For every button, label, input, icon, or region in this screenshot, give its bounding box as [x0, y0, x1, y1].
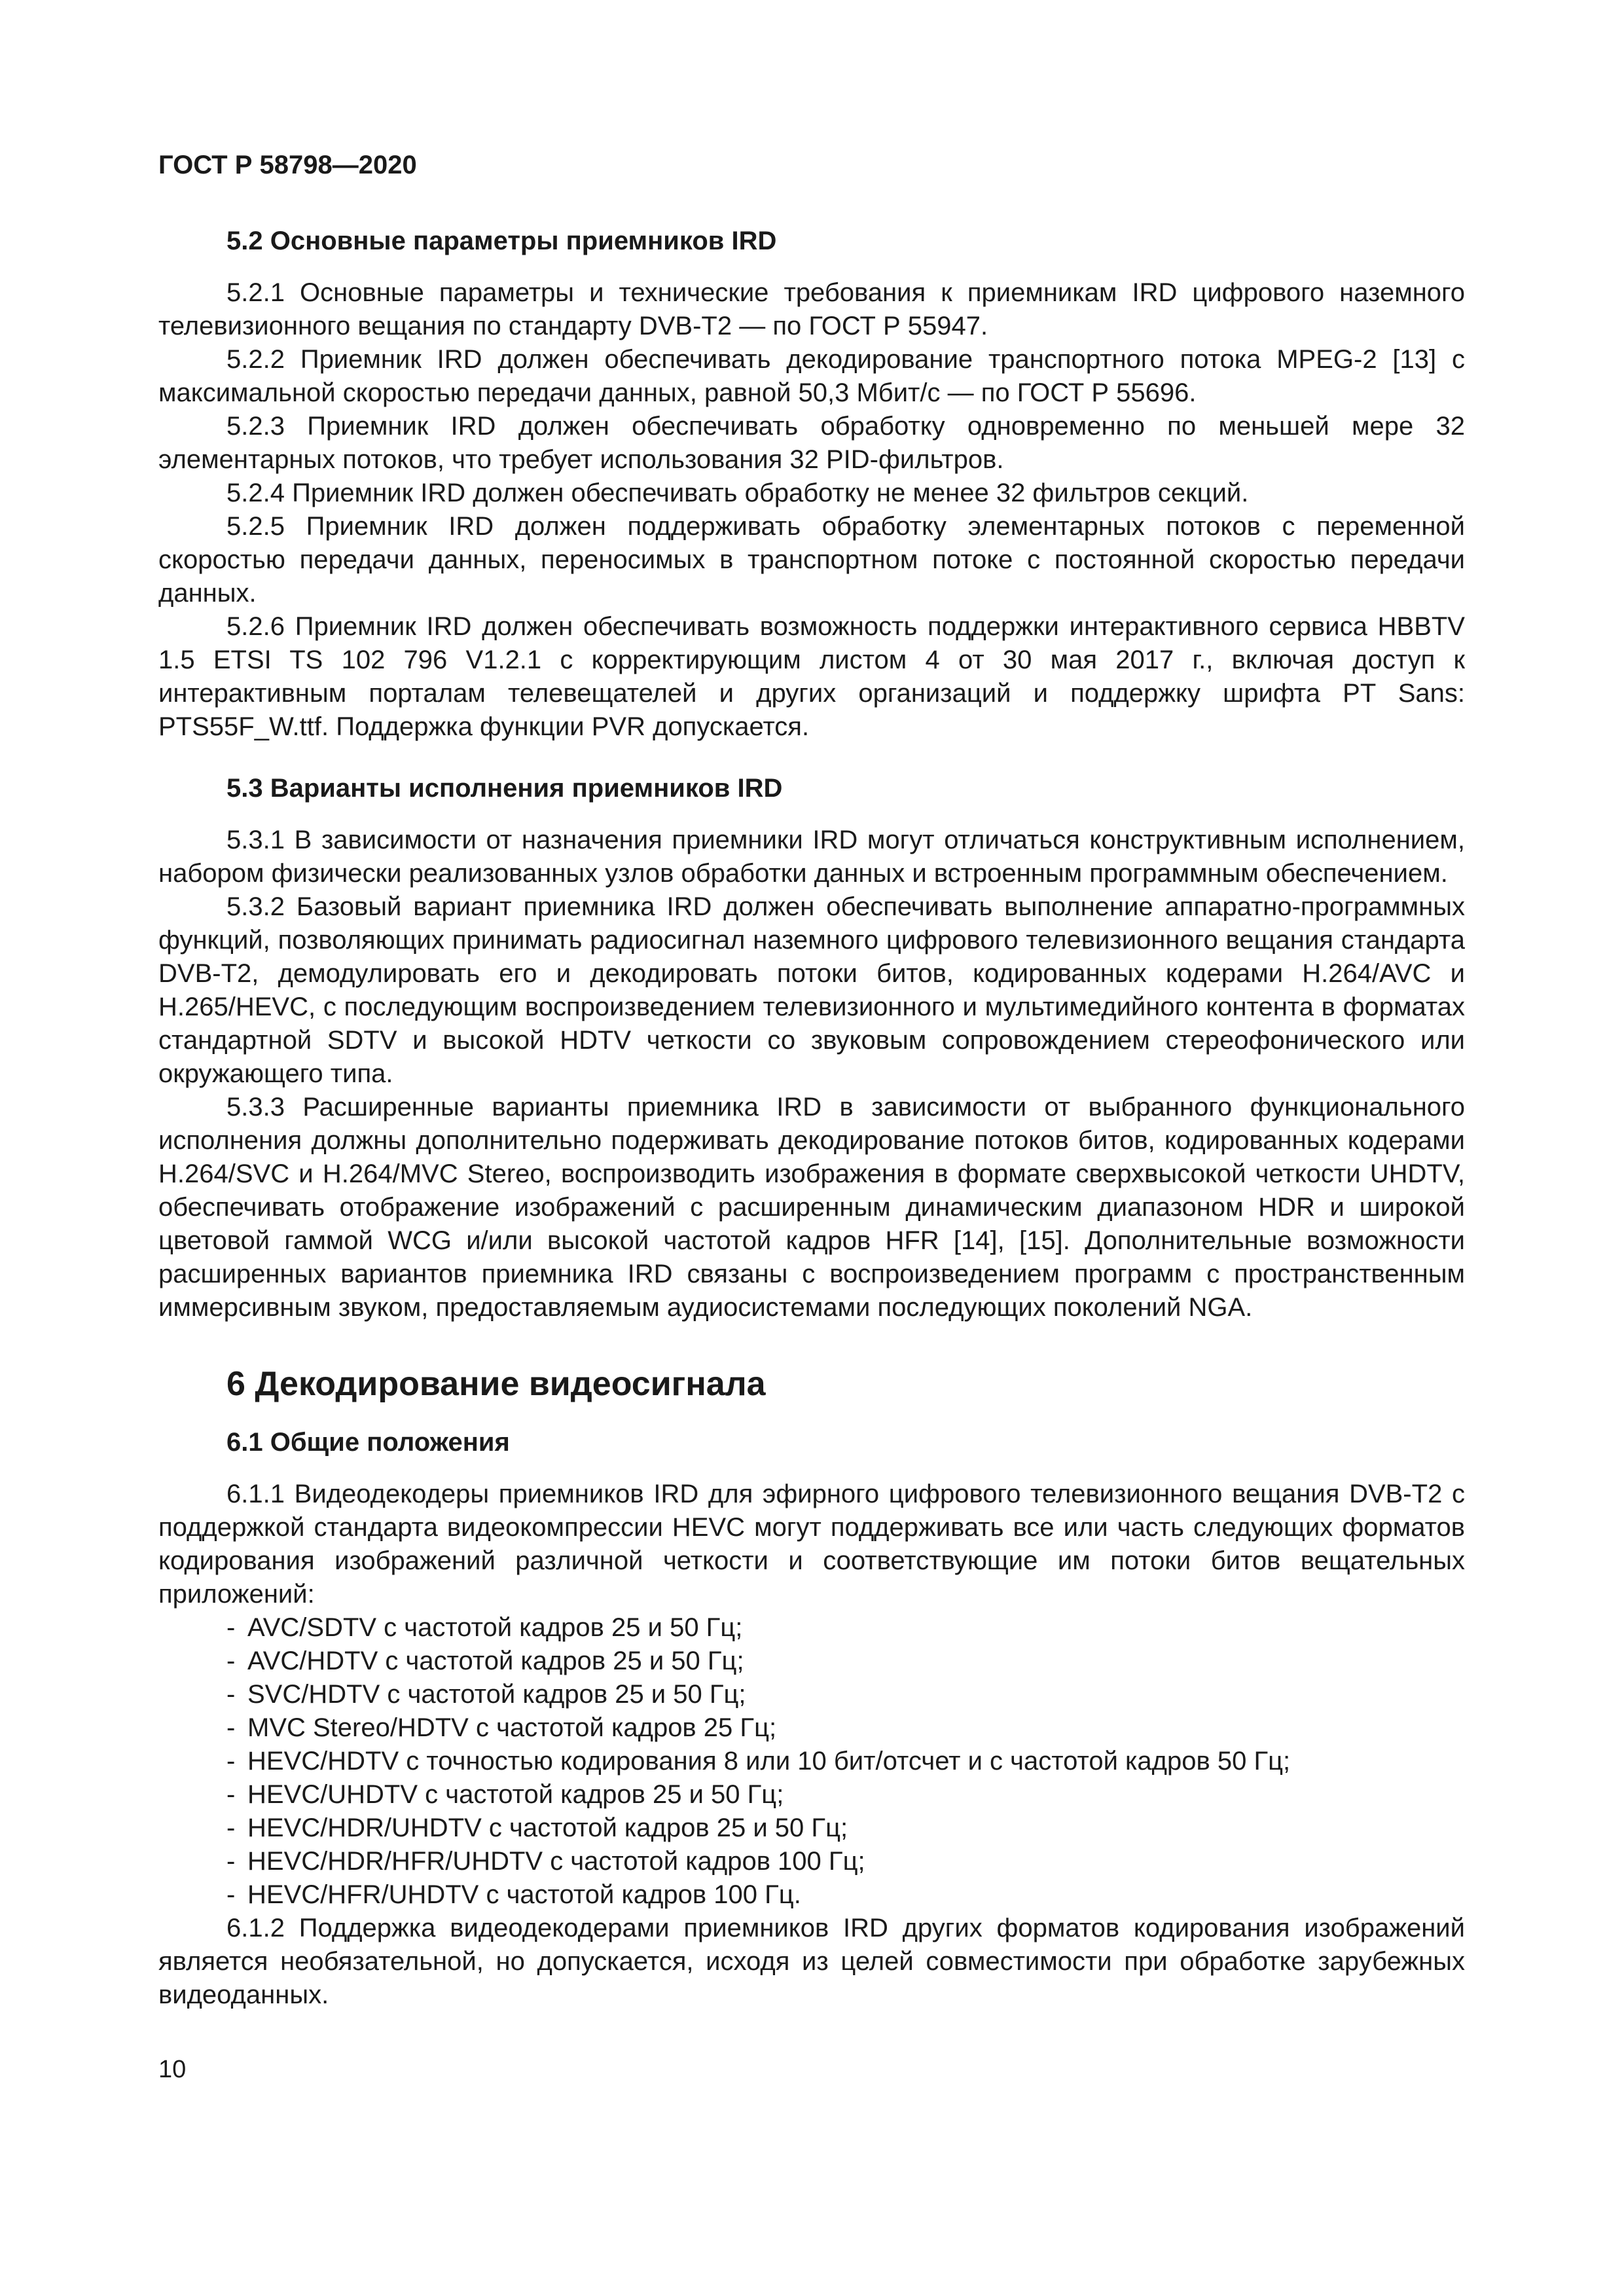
dash-marker: -	[226, 1813, 236, 1842]
paragraph-5-3-1: 5.3.1 В зависимости от назначения приемники IRD могут отличаться конструктивным исполнением, набором физически реализованных узлов обработки данных и встроенным программным обеспечением.	[158, 826, 1465, 888]
list-item-text: HEVC/HDR/UHDTV с частотой кадров 25 и 50 Гц;	[247, 1813, 848, 1842]
paragraph-5-3-2: 5.3.2 Базовый вариант приемника IRD должен обеспечивать выполнение аппаратно-программных функций, позволяющих принимать радиосигнал наземного цифрового телевизионного вещания стандарта DVB-T2, демодулировать его и декодировать потоки битов, кодированных кодерами H.264/AVC и H.265/HEVC, с последующим воспроизведением телевизионного и мультимедийного контента в форматах стандартной SDTV и высокой HDTV четкости со звуковым сопровождением стереофонического или окружающего типа.	[158, 892, 1465, 1088]
section-5-2-title: 5.2 Основные параметры приемников IRD	[226, 227, 777, 255]
paragraph-6-1-2: 6.1.2 Поддержка видеодекодерами приемников IRD других форматов кодирования изображений является необязательной, но допускается, исходя из целей совместимости при обработке зарубежных видеоданных.	[158, 1914, 1465, 2009]
section-5-3	[158, 770, 1465, 1324]
section-5-3-title: 5.3 Варианты исполнения приемников IRD	[226, 774, 783, 803]
document-body	[158, 223, 1465, 2012]
section-6-1	[158, 1424, 1465, 2012]
list-item	[226, 1611, 1465, 1645]
paragraph-6-1-1: 6.1.1 Видеодекодеры приемников IRD для эфирного цифрового телевизионного вещания DVB-T2 с поддержкой стандарта видеокомпрессии HEVC могут поддерживать все или часть следующих форматов кодирования изображений различной четкости и соответствующие им потоки битов вещательных приложений:	[158, 1480, 1465, 1609]
list-item-text: HEVC/HDTV с точностью кодирования 8 или 10 бит/отсчет и с частотой кадров 50 Гц;	[247, 1747, 1291, 1776]
paragraph-5-2-1: 5.2.1 Основные параметры и технические требования к приемникам IRD цифрового наземного телевизионного вещания по стандарту DVB-T2 — по ГОСТ Р 55947.	[158, 278, 1465, 340]
list-item	[226, 1645, 1465, 1678]
list-item-text: SVC/HDTV с частотой кадров 25 и 50 Гц;	[247, 1680, 746, 1709]
list-item-text: HEVC/UHDTV с частотой кадров 25 и 50 Гц;	[247, 1780, 784, 1809]
section-6-title: 6 Декодирование видеосигнала	[226, 1365, 766, 1403]
list-item-text: HEVC/HFR/UHDTV с частотой кадров 100 Гц.	[247, 1880, 801, 1909]
list-item	[226, 1878, 1465, 1912]
list-item	[226, 1745, 1465, 1778]
dash-marker: -	[226, 1747, 236, 1776]
list-item-text: HEVC/HDR/HFR/UHDTV с частотой кадров 100 Гц;	[247, 1847, 865, 1876]
list-item	[226, 1845, 1465, 1878]
paragraph-5-2-4: 5.2.4 Приемник IRD должен обеспечивать обработку не менее 32 фильтров секций.	[226, 479, 1249, 507]
list-item	[226, 1812, 1465, 1845]
paragraph-5-2-3: 5.2.3 Приемник IRD должен обеспечивать обработку одновременно по меньшей мере 32 элементарных потоков, что требует использования 32 PID-фильтров.	[158, 412, 1465, 474]
dash-marker: -	[226, 1613, 236, 1642]
dash-marker: -	[226, 1680, 236, 1709]
list-item-text: MVC Stereo/HDTV с частотой кадров 25 Гц;	[247, 1713, 777, 1742]
document-code-header: ГОСТ Р 58798—2020	[158, 151, 417, 179]
paragraph-5-2-2: 5.2.2 Приемник IRD должен обеспечивать декодирование транспортного потока MPEG-2 [13] с максимальной скоростью передачи данных, равной 50,3 Мбит/с — по ГОСТ Р 55696.	[158, 345, 1465, 407]
paragraph-5-2-5: 5.2.5 Приемник IRD должен поддерживать обработку элементарных потоков с переменной скоростью передачи данных, переносимых в транспортном потоке с постоянной скоростью передачи данных.	[158, 512, 1465, 608]
dash-marker: -	[226, 1880, 236, 1909]
format-list	[158, 1611, 1465, 1912]
list-item	[226, 1711, 1465, 1745]
list-item-text: AVC/HDTV с частотой кадров 25 и 50 Гц;	[247, 1647, 744, 1675]
dash-marker: -	[226, 1647, 236, 1675]
list-item	[226, 1778, 1465, 1812]
paragraph-5-2-6: 5.2.6 Приемник IRD должен обеспечивать возможность поддержки интерактивного сервиса HBBTV 1.5 ETSI TS 102 796 V1.2.1 с корректирующим листом 4 от 30 мая 2017 г., включая доступ к интерактивным порталам телевещателей и других организаций и поддержку шрифта PT Sans: PTS55F_W.ttf. Поддержка функции PVR допускается.	[158, 612, 1465, 741]
dash-marker: -	[226, 1780, 236, 1809]
section-6-1-title: 6.1 Общие положения	[226, 1428, 510, 1457]
section-5-2	[158, 223, 1465, 744]
list-item	[226, 1678, 1465, 1711]
page-number: 10	[158, 2056, 187, 2083]
dash-marker: -	[226, 1847, 236, 1876]
list-item-text: AVC/SDTV с частотой кадров 25 и 50 Гц;	[247, 1613, 743, 1642]
dash-marker: -	[226, 1713, 236, 1742]
paragraph-5-3-3: 5.3.3 Расширенные варианты приемника IRD в зависимости от выбранного функционального исполнения должны дополнительно подерживать декодирование потоков битов, кодированных кодерами H.264/SVC и H.264/MVC Stereo, воспроизводить изображения в формате сверхвысокой четкости UHDTV, обеспечивать отображение изображений с расширенным динамическим диапазоном HDR и широкой цветовой гаммой WCG и/или высокой частотой кадров HFR [14], [15]. Дополнительные возможности расширенных вариантов приемника IRD связаны с воспроизведением программ с пространственным иммерсивным звуком, предоставляемым аудиосистемами последующих поколений NGA.	[158, 1093, 1465, 1322]
